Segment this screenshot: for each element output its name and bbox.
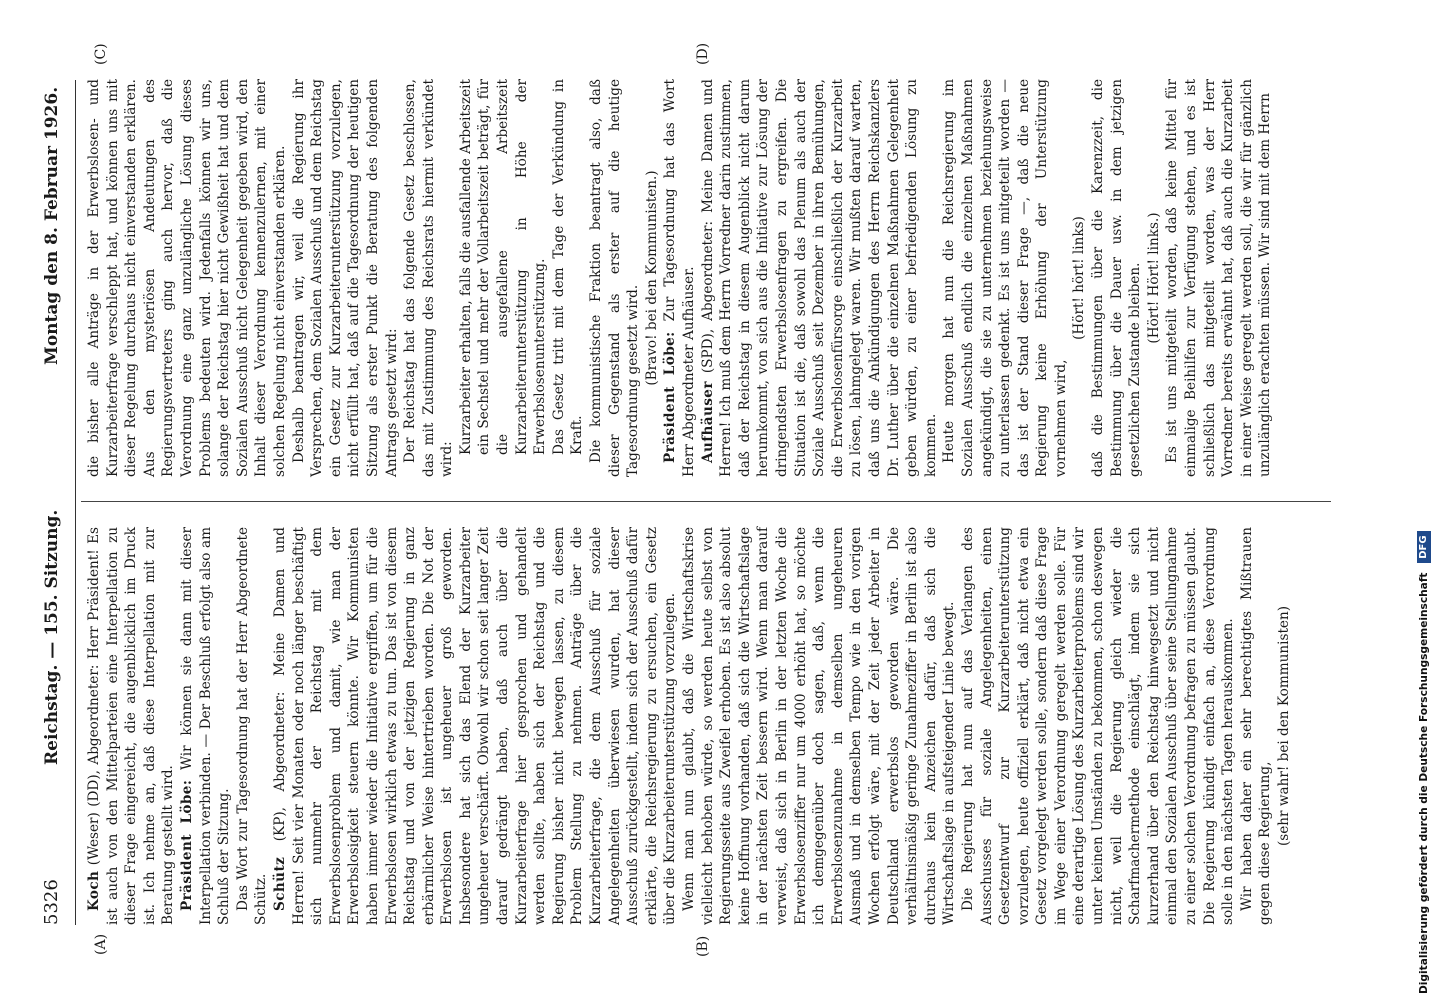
margin-marker-b: (B) [695, 935, 711, 957]
paragraph [940, 79, 1070, 477]
paragraph [680, 527, 959, 925]
interjection [1275, 527, 1294, 925]
interjection [1145, 79, 1164, 477]
paragraph [661, 79, 698, 477]
paragraph-text: Kurzarbeiter erhalten, falls die ausfallende Arbeitszeit ein Sechstel und mehr der Vollarbeitszeit beträgt, für die ausgefallene Arbeitszeit Kurzarbeiterunterstützung in Höhe der Erwerbslosenunterstützung. [457, 79, 549, 455]
paragraph [401, 79, 457, 477]
running-header [35, 80, 69, 925]
paragraph [85, 527, 178, 925]
paragraph-text: (Hört! Hört! links.) [1145, 212, 1162, 344]
right-text-column [85, 79, 1275, 477]
speaker-name: Aufhäuser [699, 381, 716, 463]
rotated-document-page [35, 25, 1355, 975]
right-running-title: Montag den 8. Februar 1926. [42, 86, 62, 365]
paragraph-text: (Weser) (DD), Abgeordneter: Herr Präsident! Es ist auch von den Mittelparteien eine Interpellation zu dieser Frage eingereicht, die augenblicklich im Druck ist. Ich nehme an, daß diese Interpellation mit zur Beratung gestellt wird. [86, 527, 177, 925]
paragraph [1089, 79, 1145, 477]
paragraph-text: Das Wort zur Tagesordnung hat der Herr Abgeordnete Schütz. [234, 527, 270, 925]
paragraph-text: (KP), Abgeordneter: Meine Damen und Herren! Seit vier Monaten oder noch länger beschäftigt sich nunmehr der Reichstag mit dem Erwerbslosenproblem und damit, wie man der Erwerbslosigkeit steuern könnte. Wir Kommunisten haben immer wieder die Initiative ergriffen, um für die Erwerbslosen wirklich etwas zu tun. Das ist von diesem Reichstag und von der jetzigen Regierung in ganz erbärmlicher Weise hintertrieben worden. Die Not der Erwerbslosen ist ungeheuer groß geworden. Insbesondere hat sich das Elend der Kurzarbeiter ungeheuer verschärft. Obwohl wir schon seit langer Zeit darauf gedrängt haben, daß auch über die Kurzarbeiterfrage hier gesprochen und gehandelt werden sollte, haben sich der Reichstag und die Regierung bisher nicht bewegen lassen, zu diesem Problem Stellung zu nehmen. Anträge über die Kurzarbeiterfrage, die dem Ausschuß für soziale Angelegenheiten überwiesen wurden, hat dieser Ausschuß zurückgestellt, indem sich der Ausschuß dafür erklärte, die Reichsregierung zu ersuchen, ein Gesetz über die Kurzarbeiterunterstützung vorzulegen. [271, 527, 679, 925]
paragraph [587, 79, 643, 477]
header-rule [75, 80, 76, 925]
paragraph-text: Die kommunistische Fraktion beantragt also, daß dieser Gegenstand als erster auf die heutige Tagesordnung gesetzt wird. [588, 79, 642, 477]
paragraph-text: Wir haben daher ein sehr berechtigtes Mißtrauen gegen diese Regierung, [1238, 527, 1274, 925]
interjection [643, 79, 662, 477]
paragraph-text: daß die Bestimmungen über die Karenzzeit, die Bestimmung über die Dauer usw. in dem jetzigen gesetzlichen Zustande bleiben. [1090, 79, 1144, 477]
left-running-title: Reichstag. — 155. Sitzung. [42, 509, 62, 765]
dfg-logo: DFG [1417, 531, 1431, 562]
column-divider [81, 501, 1331, 502]
paragraph [290, 79, 402, 477]
speaker-name: Präsident Löbe: [178, 779, 195, 911]
paragraph-text: Es ist uns mitgeteilt worden, daß keine Mittel für einmalige Beihilfen zur Verfügung stehen, und es ist schließlich das mitgeteilt worden, was der Herr Vorredner bereits erwähnt hat, daß auch die Kurzarbeit in einer Weise geregelt werden soll, die wir für gänzlich unzulänglich erachten müssen. Wir sind mit dem Herrn [1164, 79, 1274, 477]
paragraph [271, 527, 680, 925]
interjection [1070, 79, 1089, 477]
paragraph-text: Wir können sie dann mit dieser Interpellation verbinden. — Der Beschluß erfolgt also am Schluß der Sitzung. [178, 527, 233, 925]
paragraph-text: Das Gesetz tritt mit dem Tage der Verkündung in Kraft. [550, 79, 586, 455]
paragraph-text: Zur Tagesordnung hat das Wort Herr Abgeordneter Aufhäuser. [662, 78, 697, 477]
paragraph [178, 527, 234, 925]
paragraph [85, 79, 290, 477]
margin-marker-a: (A) [93, 933, 109, 955]
credit-text: Digitalisierung gefördert durch die Deutsche Forschungsgemeinschaft [1418, 572, 1430, 994]
paragraph-text: die bisher alle Anträge in der Erwerbslosen- und Kurzarbeiterfrage verschleppt hat, und können uns mit dieser Regelung durchaus nicht einverstanden erklären. Aus den mysteriösen Andeutungen des Regierungsvertreters ging auch hervor, daß die Verordnung eine ganz unzulängliche Lösung dieses Problems bedeuten wird. Jedenfalls können wir uns, solange der Reichstag hier nicht Gewißheit hat und dem Sozialen Ausschuß nicht Gelegenheit gegeben wird, den Inhalt dieser Verordnung kennenzulernen, mit einer solchen Regelung nicht einverstanden erklären. [86, 79, 288, 477]
paragraph [959, 527, 1238, 925]
paragraph [1163, 79, 1275, 477]
paragraph-text: Die Regierung hat nun auf das Verlangen des Ausschusses für soziale Angelegenheiten, einen Gesetzentwurf zur Kurzarbeiterunterstützung vorzulegen, heute offiziell erklärt, daß nicht etwa ein Gesetz vorgelegt werden solle, sondern daß diese Frage im Wege einer Verordnung geregelt werden solle. Für eine derartige Lösung des Kurzarbeiterproblems sind wir unter keinen Umständen zu bekommen, schon deswegen nicht, weil die Regierung gleich wieder die Scharfmachermethode einschlägt, indem sie sich kurzerhand über den Reichstag hinwegsetzt und nicht einmal den Sozialen Ausschuß über seine Stellungnahme zu einer solchen Verordnung befragen zu müssen glaubt. Die Regierung kündigt einfach an, diese Verordnung solle in den nächsten Tagen herauskommen. [959, 527, 1237, 925]
page-number: 5326 [41, 879, 62, 925]
paragraph-text: Heute morgen hat nun die Reichsregierung im Sozialen Ausschuß endlich die einzelnen Maßnahmen angekündigt, die sie zu unternehmen beziehungsweise zu unterlassen gedenkt. Es ist uns mitgeteilt worden — das ist der Stand dieser Frage —, daß die neue Regierung keine Erhöhung der Unterstützung vornehmen wird, [941, 79, 1069, 477]
speaker-name: Koch [86, 870, 102, 911]
paragraph-text: Der Reichstag hat das folgende Gesetz beschlossen, das mit Zustimmung des Reichsrats hiermit verkündet wird: [402, 79, 456, 477]
paragraph-text: (Hört! hört! links) [1071, 216, 1088, 340]
paragraph [1238, 527, 1275, 925]
paragraph [550, 79, 587, 455]
paragraph-text: (SPD), Abgeordneter: Meine Damen und Herren! Ich muß dem Herrn Vorredner darin zustimmen, daß der Reichstag in diesem Augenblick nicht darum herumkommt, von sich aus die Initiative zur Lösung der dringendsten Erwerbslosenfragen zu ergreifen. Die Situation ist die, daß sowohl das Plenum als auch der Soziale Ausschuß seit Dezember in ihren Bemühungen, die Erwerbslosenfürsorge einschließlich der Kurzarbeit zu lösen, lahmgelegt waren. Wir mußten darauf warten, daß uns die Ankündigungen des Herrn Reichskanzlers Dr. Luther über die einzelnen Maßnahmen Gelegenheit geben würden, zu einer befriedigenden Lösung zu kommen. [699, 79, 939, 477]
paragraph-text: Deshalb beantragen wir, weil die Regierung ihr Versprechen, dem Sozialen Ausschuß und dem Reichstag ein Gesetz zur Kurzarbeiterunterstützung vorzulegen, nicht erfüllt hat, daß auf die Tagesordnung der heutigen Sitzung als erster Punkt die Beratung des folgenden Antrags gesetzt wird: [290, 79, 400, 477]
digitization-credit [1410, 4, 1434, 994]
paragraph [457, 79, 550, 455]
paragraph [699, 79, 941, 477]
margin-marker-c: (C) [93, 43, 109, 65]
left-text-column [85, 527, 1294, 925]
speaker-name: Schütz [271, 856, 288, 911]
paragraph-text: (Bravo! bei den Kommunisten.) [643, 170, 660, 386]
paragraph [234, 527, 271, 925]
margin-marker-d: (D) [695, 42, 711, 65]
paragraph-text: Wenn man nun glaubt, daß die Wirtschaftskrise vielleicht behoben würde, so werden heute selbst von Regierungsseite aus Zweifel erhoben. Es ist also absolut keine Hoffnung vorhanden, daß sich die Wirtschaftslage in der nächsten Zeit bessern wird. Wenn man darauf verweist, daß sich in Berlin in der letzten Woche die Erwerbslosenziffer nur um 4000 erhöht hat, so möchte ich demgegenüber doch sagen, daß, wenn die Erwerbslosenzunahme in demselben ungeheuren Ausmaß und in demselben Tempo wie in den vorigen Wochen erfolgt wäre, mit der Zeit jeder Arbeiter in Deutschland erwerbslos geworden wäre. Die verhältnismäßig geringe Zunahmeziffer in Berlin ist also durchaus kein Anzeichen dafür, daß sich die Wirtschaftslage in aufsteigender Linie bewegt. [681, 527, 958, 925]
speaker-name: Präsident Löbe: [662, 331, 679, 463]
paragraph-text: (sehr wahr! bei den Kommunisten) [1276, 605, 1292, 847]
